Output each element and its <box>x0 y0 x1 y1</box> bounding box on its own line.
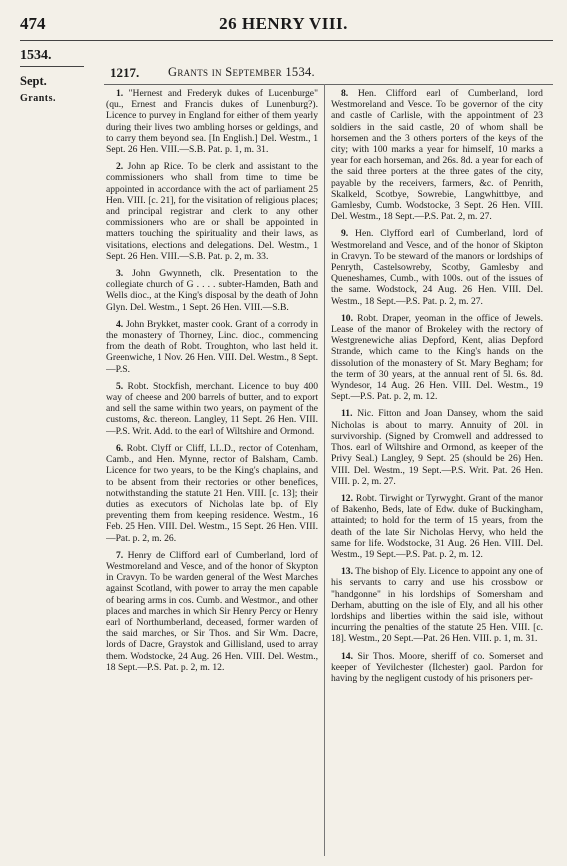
entry-number: 11. <box>341 408 353 420</box>
header-rule <box>20 40 553 41</box>
column-divider <box>324 84 325 856</box>
entry-text: Hen. Clifford earl of Cumberland, lord Westmoreland and Vesce. To be governor of the city and castle of Carlisle, with the appointment of 23 soldiers in the said castle, 20 of whom shall be horsemen and the 3 others porters of the keys of the city; with 100 marks a year for himself, 10 marks a year for each horseman, and 26s. 8d. a year for each of the said three porters at the three gates of the city, payable by the receivers, farmers, &c. of Penrith, Skalkeld, Scotbye, Sowrebie, Langwhittbye, and Gamlesby, Cumb. Wodstocke, 3 Sept. 26 Hen. VIII. Del. Westm., 18 Sept.—P.S. Pat. 2, m. 27. <box>331 88 543 223</box>
entry-number: 8. <box>341 88 349 99</box>
entry-paragraph <box>331 408 543 486</box>
entry-number: 10. <box>341 312 353 324</box>
entry-number: 2. <box>116 161 124 173</box>
entry-paragraph <box>106 443 318 544</box>
entry-text: John Brykket, master cook. Grant of a corrody in the monastery of Thorney, Linc. dioc., commencing from the death of Robt. Troughton, who last held it. Greenwiche, 1 Nov. 26 Hen. VIII. Del. Westm., 8 Sept. —P.S. <box>106 318 318 375</box>
entry-number: 1. <box>116 88 124 99</box>
margin-rule <box>20 66 84 67</box>
entry-paragraph <box>331 313 543 403</box>
entry-paragraph <box>106 550 318 673</box>
entry-text: Robt. Clyff or Cliff, LL.D., rector of Cotenham, Camb., and Hen. Mynne, rector of Balsham, Camb. Licence for two years, to be the King's chaplains, and to be absent from their rectories or other benefices, notwithstanding the statute 21 Hen. VIII. [c. 13]; their duties as executors of Nicholas late bp. of Ely preventing them from keeping residence. Westm., 16 Feb. 25 Hen. VIII. Del. Westm., 15 Sept. 26 Hen. VIII.—Pat. p. 2, m. 26. <box>106 442 318 544</box>
entry-number: 14. <box>341 650 353 662</box>
entry-text: Robt. Draper, yeoman in the office of Jewels. Lease of the manor of Brokeley with the rectory of Westgrenewiche alias Depford, Kent, alias Depford Strande, which came to the King's hands on the dissolution of the monastery of St. Mary Begham; for the term of 30 years, at the annual rent of 5l. 6s. 8d. Wyndesor, 14 Aug. 26 Hen. VIII. Del. Westm., 19 Sept.—P.S. Pat. p. 2, m. 12. <box>331 312 543 403</box>
entry-number: 12. <box>341 492 353 504</box>
left-column <box>106 88 318 858</box>
entry-text: Henry de Clifford earl of Cumberland, lord of Westmoreland and Vesce, and of the honor of Skypton in Cravyn. To be warden general of the West Marches against Scotland, with power to array the men capable of bearing arms in cos. Cumb. and Westmor., and other places and marches in which Sir Henry Percy or Henry earl of Northumberland, deceased, former warden of the said marches, or Sir Thos. and Sir Wm. Dacre, lords of Dacre, Graystok and Gillisland, used to array them. Wodstocke, 24 Aug. 26 Hen. VIII. Del. Westm., 18 Sept.—P.S. Pat. p. 2, m. 12. <box>106 549 318 673</box>
entry-number: 3. <box>116 268 124 280</box>
margin-label: Grants. <box>20 93 56 104</box>
entry-paragraph <box>331 566 543 644</box>
running-title: 26 HENRY VIII. <box>219 14 348 33</box>
entry-paragraph <box>331 88 543 222</box>
right-column <box>331 88 543 858</box>
entry-number: 13. <box>341 566 353 578</box>
page-number: 474 <box>20 14 46 33</box>
section-title: Grants in September 1534. <box>168 65 315 79</box>
entry-text: Hen. Clyfford earl of Cumberland, lord of Westmoreland and Vesce, and of the honor of Skipton in Cravyn. To be steward of the manors or lordships of Penryth, Castelsowreby, Scotby, Gamlesby and Queneshames, Cumb., with 100s. out of the issues of the same. Wodstock, 24 Aug. 26 Hen. VIII. Del. Westm., 18 Sept.—P.S. Pat. p. 2, m. 27. <box>331 228 543 307</box>
entry-text: Robt. Tirwight or Tyrwyght. Grant of the manor of Bakenho, Beds, late of Edw. duke of Buckingham, attainted; to hold for the term of 15 years, from the death of the late Sir Nicholas Hervy, who held the same for life. Wodstocke, 31 Aug. 26 Hen. VIII. Del. Westm., 19 Sept.—P.S. Pat. p. 2, m. 12. <box>331 492 543 560</box>
entry-paragraph <box>331 493 543 560</box>
entry-number: 7. <box>116 549 124 561</box>
section-number: 1217. <box>110 65 140 80</box>
entry-paragraph <box>106 161 318 262</box>
entry-paragraph <box>106 268 318 313</box>
entry-text: Nic. Fitton and Joan Dansey, whom the said Nicholas is about to marry. Annuity of 20l. in survivorship. (Signed by Cromwell and addressed to Thos. earl of Wiltshire and Ormond, as keeper of the Privy Seal.) Langley, 9 Sept. 25 (should be 26) Hen. VIII. Del. Westm., 19 Sept.—P.S. Writ. Pat. 26 Hen. VIII. p. 2, m. 27. <box>331 408 543 487</box>
entry-text: John ap Rice. To be clerk and assistant to the commissioners who shall from time to time be appointed in accordance with the act of parliament 25 Hen. VIII. [c. 21], for the visitation of religious places; and principal registrar and clerk to any other commissioners who are or shall be appointed in matters touching the spirituality and their laws, as visitations, elections and delegations. Del. Westm., 1 Sept. 26 Hen. VIII.—S.B. Pat. p. 2, m. 33. <box>106 161 318 262</box>
entry-text: "Hernest and Frederyk dukes of Lucenburge" (qu., Ernest and Francis dukes of Lunenburg?). Licence to purvey in England for either of them yearly during their lives two ambling horses or geldings, and to carry them beyond sea. [In English.] Del. Westm., 1 Sept. 26 Hen. VIII.—S.B. Pat. p. 1, m. 31. <box>106 88 318 156</box>
entry-paragraph <box>106 88 318 155</box>
entry-text: Robt. Stockfish, merchant. Licence to buy 400 way of cheese and 200 barrels of butter, and to export and sell the same within two years, on payment of the customs, &c. thereon. Langley, 11 Sept. 26 Hen. VIII. —P.S. Writ. Add. to the earl of Wiltshire and Ormond. <box>106 380 318 437</box>
entry-paragraph <box>106 319 318 375</box>
section-rule <box>104 84 553 85</box>
entry-text: John Gwynneth, clk. Presentation to the collegiate church of G . . . . subter-Hamden, Bath and Wells dioc., at the King's disposal by the death of John Glyn. Del. Westm., 1 Sept. 26 Hen. VIII.—S.B. <box>106 268 318 313</box>
entry-paragraph <box>106 381 318 437</box>
entry-number: 4. <box>116 318 124 330</box>
entry-paragraph <box>331 228 543 306</box>
entry-text: Sir Thos. Moore, sheriff of co. Somerset and keeper of Yevilchester (Ilchester) gaol. Pardon for having by the negligent custody of his prisoners per- <box>331 650 543 684</box>
entry-number: 9. <box>341 228 349 240</box>
entry-number: 6. <box>116 442 124 454</box>
margin-year: 1534. <box>20 48 52 63</box>
entry-number: 5. <box>116 380 124 392</box>
margin-month: Sept. <box>20 74 47 88</box>
entry-text: The bishop of Ely. Licence to appoint any one of his servants to carry and use his crossbow or "handgonne" in his lordships of Somersham and Derham, abutting on the isle of Ely, and all his other lordships and liberties within the said isle, without incurring the penalties of the statute 25 Hen. VIII. [c. 18]. Westm., 20 Sept.—Pat. 26 Hen. VIII. p. 1, m. 31. <box>331 566 543 645</box>
entry-paragraph <box>331 651 543 685</box>
